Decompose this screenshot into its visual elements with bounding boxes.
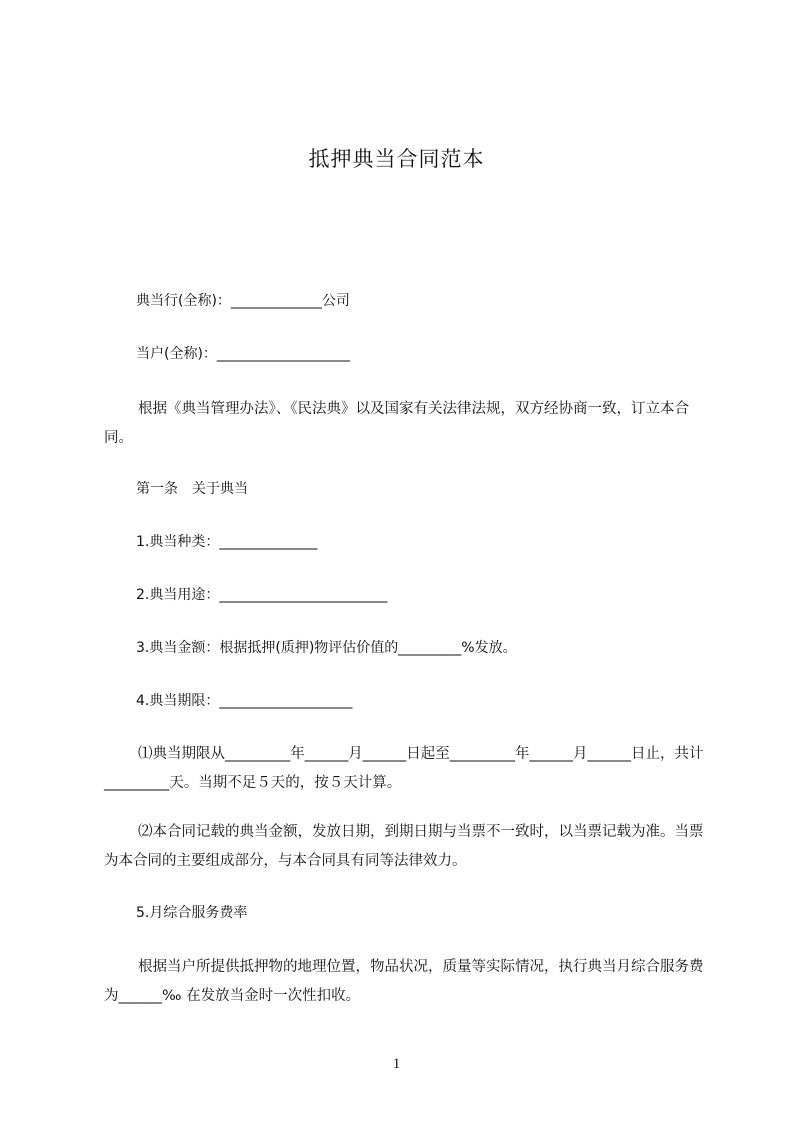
preamble-text: 根据《典当管理办法》、《民法典》以及国家有关法律法规，双方经协商一致，订立本合同。 [104, 401, 689, 446]
pawnshop-name-line: 典当行(全称)：_____________公司 [136, 293, 350, 309]
monthly-fee-heading: 5.月综合服务费率 [136, 905, 248, 921]
pawn-amount-line: 3.典当金额：根据抵押(质押)物评估价值的_________%发放。 [136, 640, 517, 656]
page-number: 1 [392, 1056, 401, 1072]
monthly-fee-text: 根据当户所提供抵押物的地理位置，物品状况，质量等实际情况，执行典当月综合服务费为______‰ 在发放当金时一次性扣收。 [104, 959, 704, 1004]
pawn-type-line: 1.典当种类：______________ [136, 534, 318, 550]
term-clause-2 [104, 818, 704, 876]
article-1-heading: 第一条 关于典当 [136, 481, 248, 497]
term-clause-1 [104, 740, 704, 798]
pawner-name-line: 当户(全称)：___________________ [136, 346, 350, 362]
document-title: 抵押典当合同范本 [308, 147, 485, 171]
preamble-paragraph [104, 395, 704, 453]
term-clause-1-text: ⑴典当期限从_________年______月______日起至_________年______月______日止，共计_________天。当期不足５天的，按５天计算。 [104, 746, 704, 791]
term-clause-2-text: ⑵本合同记载的典当金额，发放日期，到期日期与当票不一致时，以当票记载为准。当票为本合同的主要组成部分，与本合同具有同等法律效力。 [104, 824, 704, 869]
pawn-term-line: 4.典当期限：___________________ [136, 693, 353, 709]
pawn-purpose-line: 2.典当用途：________________________ [136, 587, 388, 603]
monthly-fee-paragraph [104, 953, 704, 1011]
